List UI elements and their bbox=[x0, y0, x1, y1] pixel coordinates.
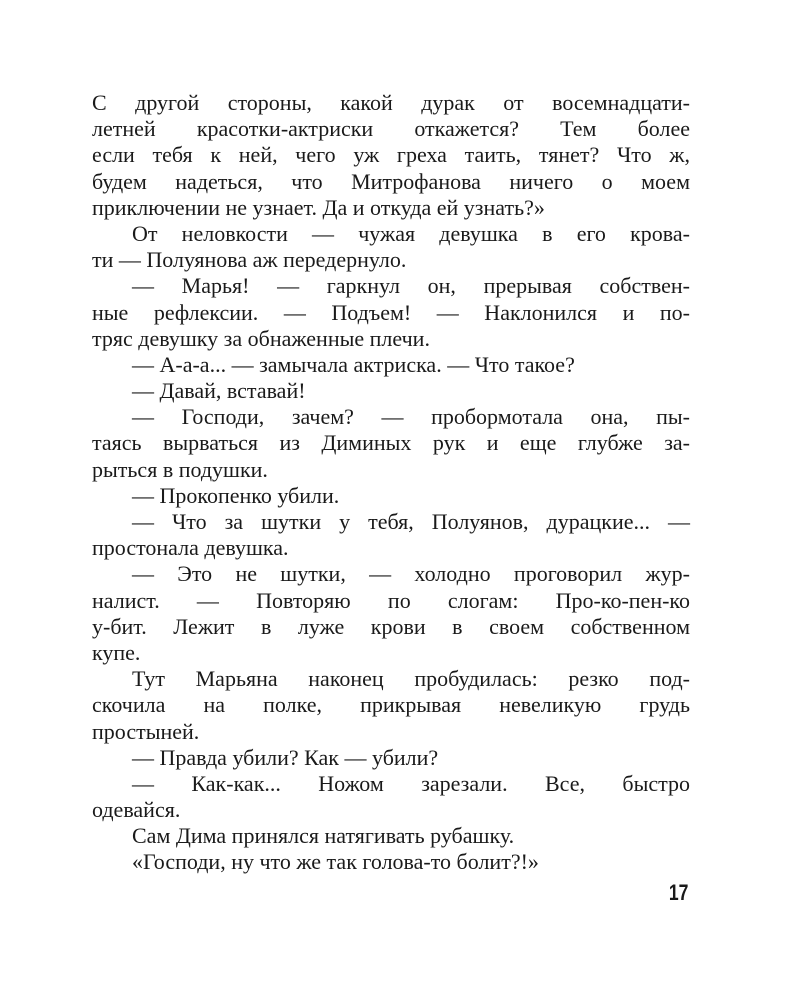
text-line: — Это не шутки, — холодно проговорил жур- bbox=[132, 561, 690, 587]
text-line: — Давай, вставай! bbox=[132, 378, 306, 404]
text-line: ти — Полуянова аж передернуло. bbox=[92, 247, 407, 273]
text-line: купе. bbox=[92, 639, 141, 665]
text-line: Сам Дима принялся натягивать рубашку. bbox=[132, 823, 515, 849]
text-line: скочила на полке, прикрывая невеликую грудь bbox=[92, 692, 690, 718]
text-line: Тут Марьяна наконец пробудилась: резко под- bbox=[132, 666, 690, 692]
text-line: таясь вырваться из Диминых рук и еще глубже за- bbox=[92, 430, 690, 456]
text-line: приключении не узнает. Да и откуда ей узнать?» bbox=[92, 194, 545, 220]
text-line: ные рефлексии. — Подъем! — Наклонился и по- bbox=[92, 299, 690, 325]
text-line: если тебя к ней, чего уж греха таить, тянет? Что ж, bbox=[92, 142, 690, 168]
text-line: — Что за шутки у тебя, Полуянов, дурацкие... — bbox=[132, 509, 690, 534]
text-line: простыней. bbox=[92, 718, 200, 744]
text-line: рыться в подушки. bbox=[92, 456, 268, 482]
text-line: — Прокопенко убили. bbox=[132, 482, 340, 508]
text-line: — А-а-а... — замычала актриска. — Что такое? bbox=[132, 351, 575, 377]
text-line: простонала девушка. bbox=[92, 535, 289, 561]
text-line: — Господи, зачем? — пробормотала она, пы- bbox=[132, 404, 690, 430]
text-line: — Правда убили? Как — убили? bbox=[132, 744, 439, 770]
text-line: От неловкости — чужая девушка в его крова- bbox=[132, 220, 690, 246]
text-line: С другой стороны, какой дурак от восемнадцати- bbox=[92, 90, 690, 115]
text-line: тряс девушку за обнаженные плечи. bbox=[92, 325, 430, 351]
text-line: летней красотки-актриски откажется? Тем более bbox=[92, 116, 690, 142]
text-line: одевайся. bbox=[92, 797, 181, 823]
text-line: — Как-как... Ножом зарезали. Все, быстро bbox=[132, 770, 690, 796]
text-line: будем надеться, что Митрофанова ничего о моем bbox=[92, 168, 690, 194]
text-line: — Марья! — гаркнул он, прерывая собствен- bbox=[132, 273, 690, 299]
text-line: налист. — Повторяю по слогам: Про-ко-пен-ко bbox=[92, 587, 690, 613]
page-number: 17 bbox=[668, 880, 688, 905]
text-line: «Господи, ну что же так голова-то болит?!» bbox=[132, 849, 539, 875]
body-text bbox=[92, 90, 690, 876]
text-line: у-бит. Лежит в луже крови в своем собственном bbox=[92, 613, 690, 639]
